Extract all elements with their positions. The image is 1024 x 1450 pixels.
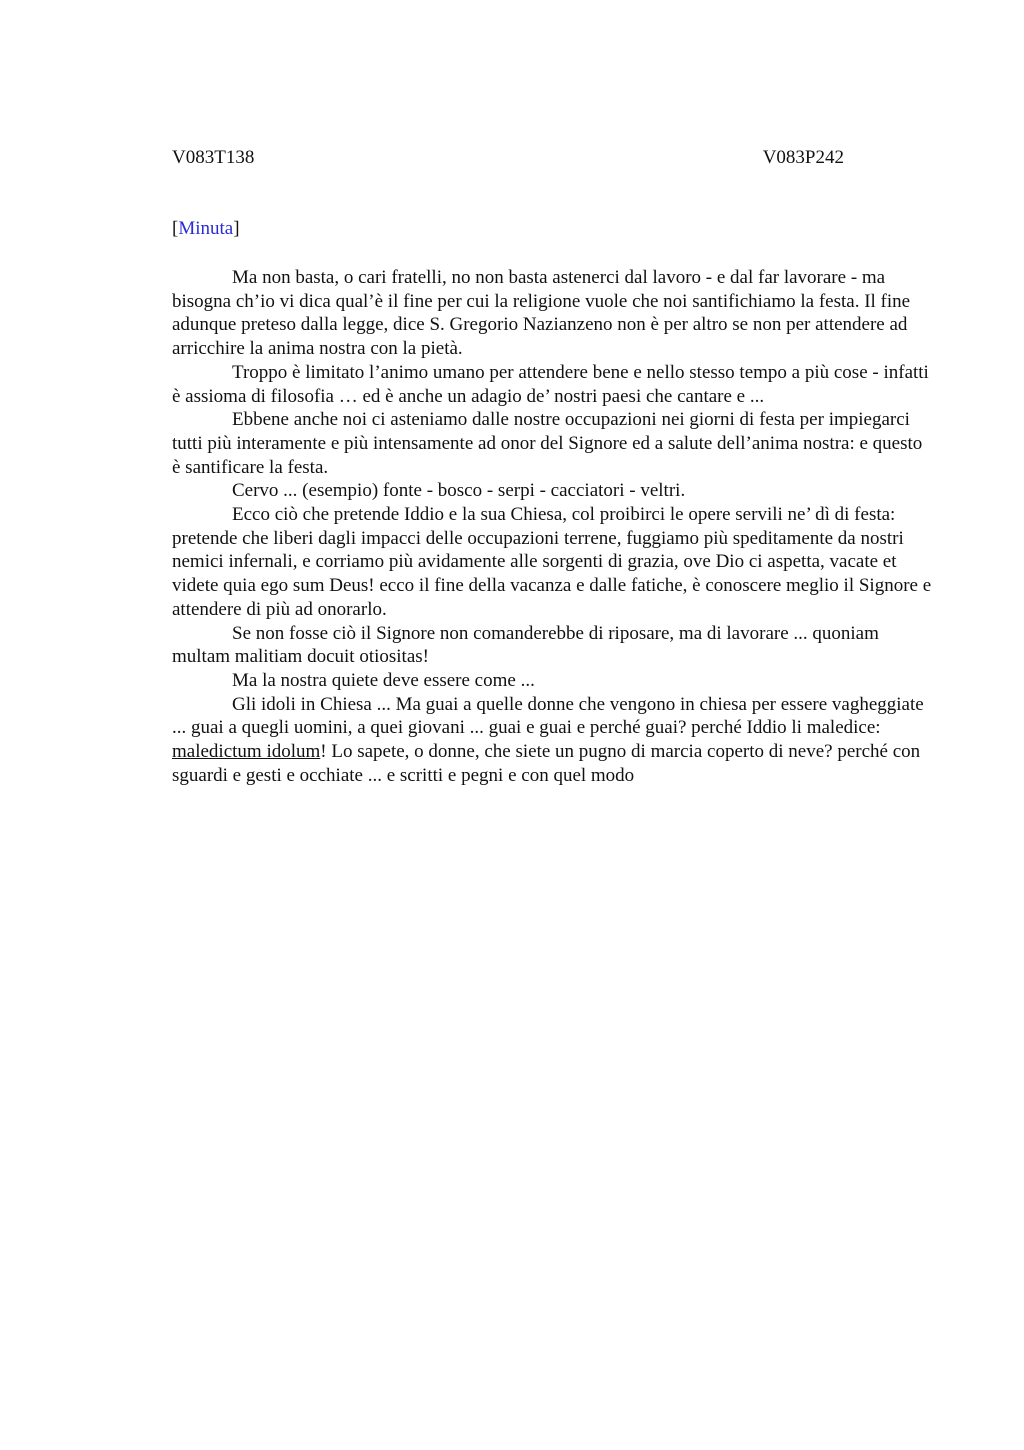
- underlined-phrase: maledictum idolum: [172, 741, 321, 763]
- paragraph-4: Cervo ... (esempio) fonte - bosco - serpi - cacciatori - veltri.: [232, 480, 686, 502]
- paragraph-5: Ecco ciò che pretende Iddio e la sua Chiesa, col proibirci le opere servili ne’ dì di festa: pretende che liberi dagli impacci delle occupazioni terrene, fuggiamo più speditamente da nostri nemici infernali, e corriamo più avidamente alle sorgenti di grazia, ove Dio ci aspetta, vacate et videte quia ego sum Deus! ecco il fine della vacanza e dalle fatiche, è conoscere meglio il Signore e attendere di più ad onorarlo.: [172, 504, 932, 620]
- paragraph-8-after: ! Lo sapete, o donne, che siete un pugno di marcia coperto di neve? perché con sguardi e gesti e occhiate ... e scritti e pegni e con quel modo: [172, 741, 921, 786]
- minuta-label: [172, 217, 240, 241]
- paragraph-7: Ma la nostra quiete deve essere come ...: [232, 669, 535, 691]
- paragraph-6: Se non fosse ciò il Signore non comanderebbe di riposare, ma di lavorare ... quoniam multam malitiam docuit otiositas!: [172, 622, 879, 668]
- paragraph-2: Troppo è limitato l’animo umano per attendere bene e nello stesso tempo a più cose - infatti è assioma di filosofia … ed è anche un adagio de’ nostri paesi che cantare e ...: [172, 361, 929, 407]
- minuta-open-bracket: [: [172, 218, 179, 239]
- document-body: [172, 266, 932, 787]
- minuta-link[interactable]: Minuta: [178, 218, 234, 239]
- minuta-close-bracket: ]: [233, 218, 240, 239]
- paragraph-8-before: Gli idoli in Chiesa ... Ma guai a quelle donne che vengono in chiesa per essere vagheggiate ... guai a quegli uomini, a quei giovani ... guai e guai e perché guai? perché Iddio li maledice:: [172, 693, 924, 739]
- document-code-left: V083T138: [172, 147, 255, 168]
- paragraph-8: [172, 693, 932, 788]
- page-header: [172, 146, 844, 172]
- paragraph-3: Ebbene anche noi ci asteniamo dalle nostre occupazioni nei giorni di festa per impiegarci tutti più interamente e più intensamente ad onor del Signore ed a salute dell’anima nostra: e questo è santificare la festa.: [172, 409, 923, 478]
- paragraph-1: Ma non basta, o cari fratelli, no non basta astenerci dal lavoro - e dal far lavorare - ma bisogna ch’io vi dica qual’è il fine per cui la religione vuole che noi santifichiamo la festa. Il fine adunque preteso dalla legge, dice S. Gregorio Nazianzeno non è per altro se non per attendere ad arricchire la anima nostra con la pietà.: [172, 267, 911, 360]
- document-code-right: V083P242: [762, 147, 844, 168]
